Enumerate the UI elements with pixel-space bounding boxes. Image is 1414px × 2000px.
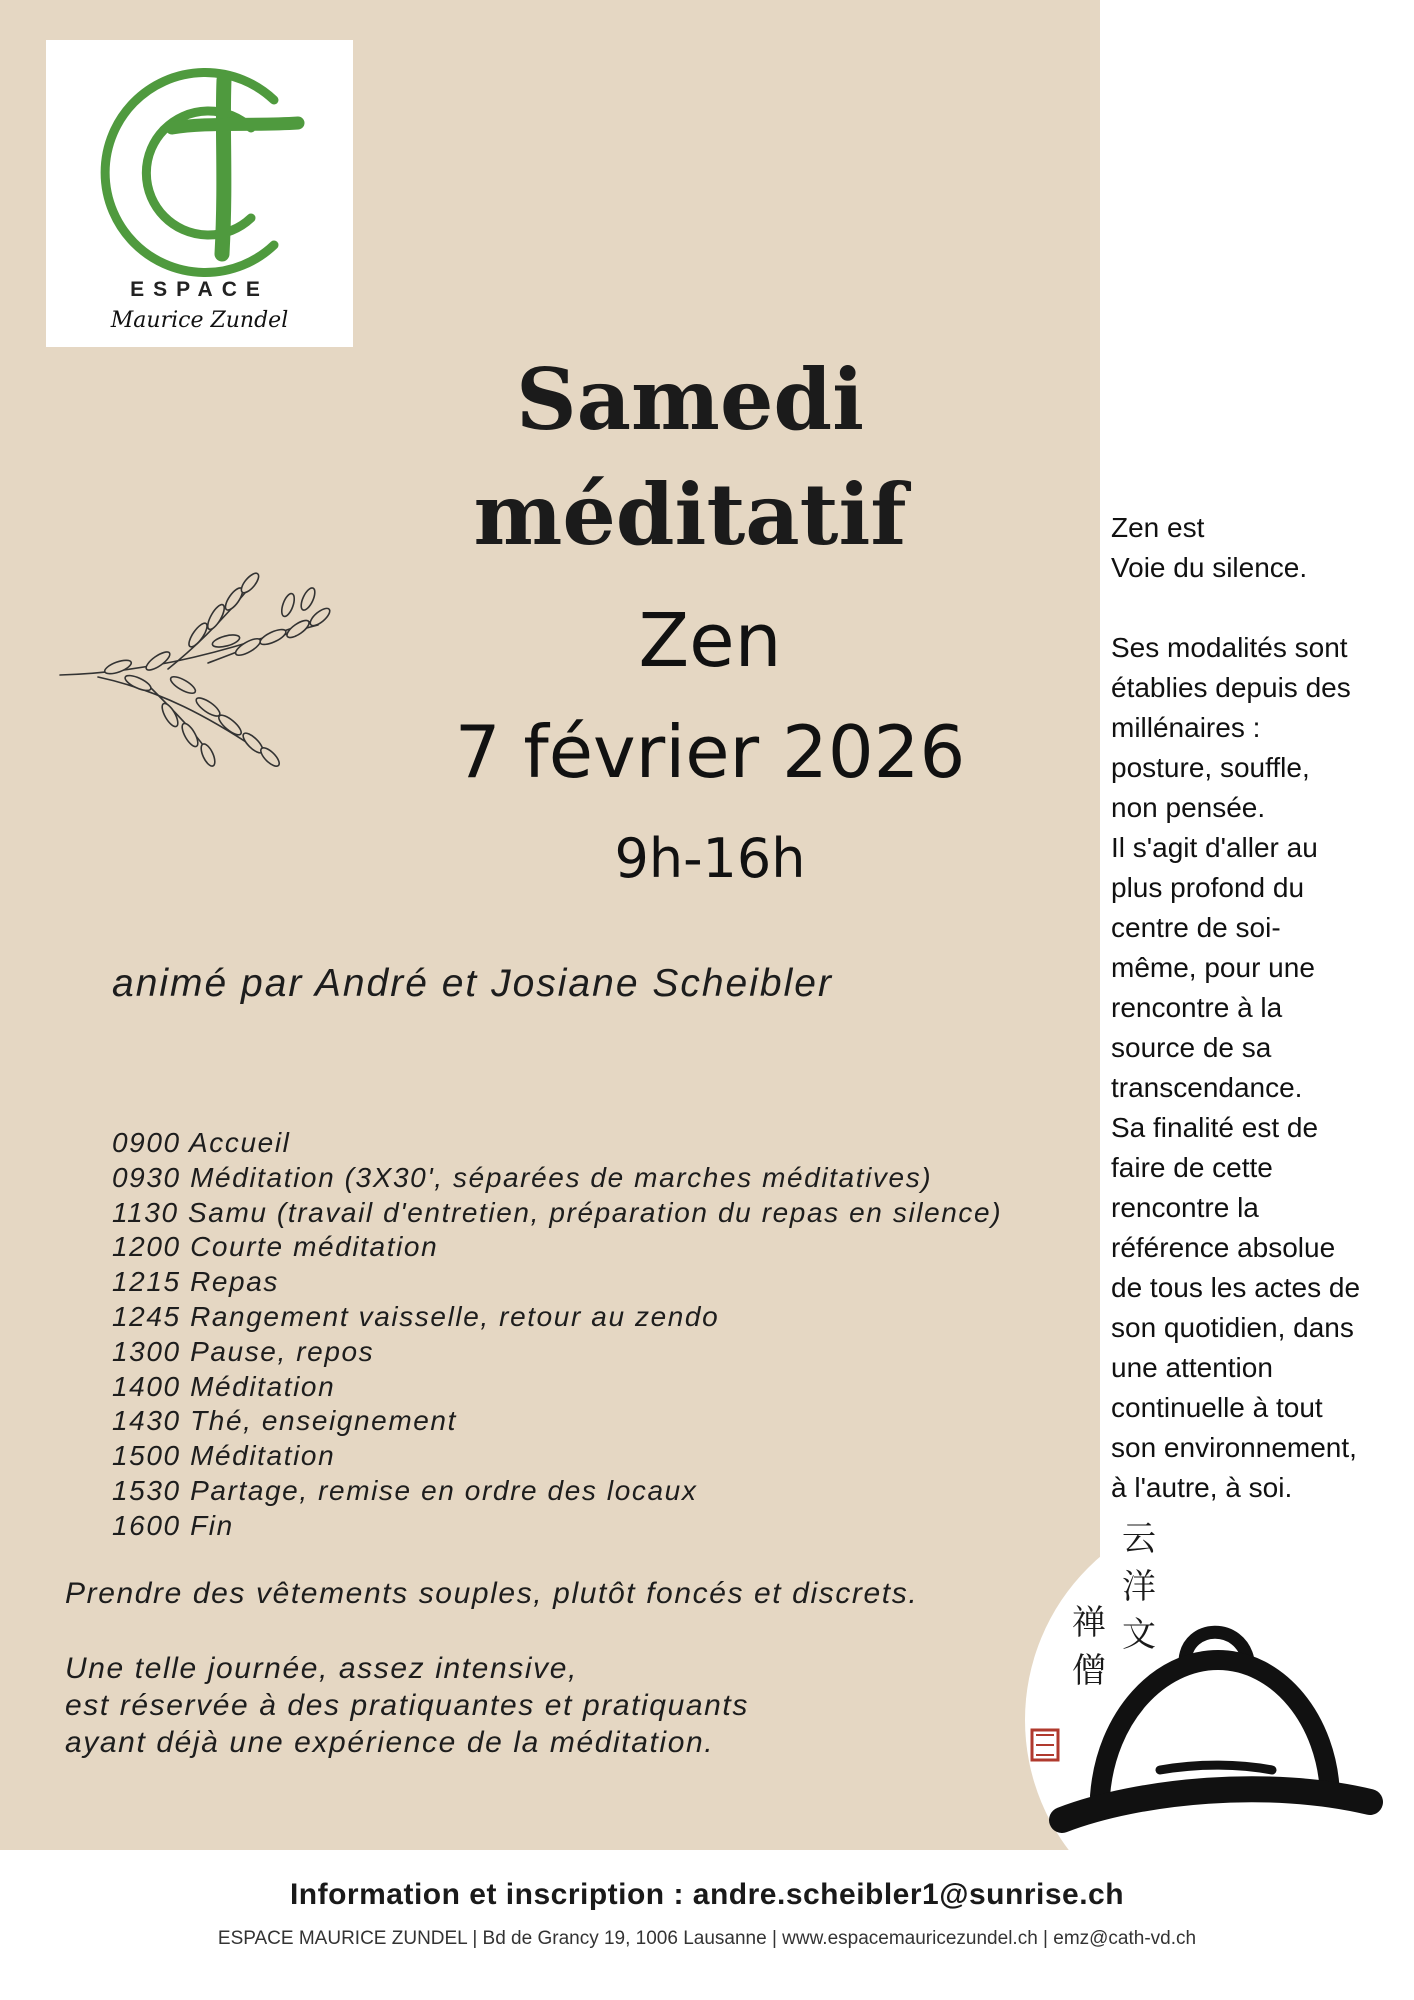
schedule-item: 1530 Partage, remise en ordre des locaux bbox=[112, 1474, 698, 1506]
zen-calligraphy-bowl-illustration-icon bbox=[1010, 1520, 1410, 1850]
zen-description-line: continuelle à tout bbox=[1111, 1392, 1323, 1423]
title-line-2: méditatif bbox=[473, 465, 907, 564]
experience-note-line: Une telle journée, assez intensive, bbox=[65, 1652, 578, 1685]
experience-note-line: ayant déjà une expérience de la méditation. bbox=[65, 1726, 715, 1759]
zen-description-line: rencontre à la bbox=[1111, 992, 1283, 1023]
schedule-item: 1215 Repas bbox=[112, 1266, 280, 1298]
calligraphy-char: 云 bbox=[1122, 1520, 1156, 1559]
calligraphy-char: 文 bbox=[1122, 1615, 1156, 1655]
zen-description-line: même, pour une bbox=[1111, 952, 1315, 983]
zen-description bbox=[1111, 508, 1411, 1508]
zen-description-line: faire de cette bbox=[1111, 1152, 1273, 1183]
zen-description-line: transcendance. bbox=[1111, 1072, 1303, 1103]
organization-address-line: ESPACE MAURICE ZUNDEL | Bd de Grancy 19, 1006 Lausanne | www.espacemauricezundel.ch | emz@cath-vd.ch bbox=[217, 1928, 1197, 1949]
zen-description-line: de tous les actes de bbox=[1111, 1272, 1361, 1303]
schedule-item: 1200 Courte méditation bbox=[112, 1231, 439, 1263]
logo-signature: Maurice Zundel bbox=[110, 308, 289, 333]
schedule-item: 1245 Rangement vaisselle, retour au zendo bbox=[112, 1300, 720, 1332]
experience-note bbox=[65, 1650, 749, 1761]
zen-description-line: référence absolue bbox=[1111, 1232, 1336, 1263]
herb-branch-illustration-icon bbox=[58, 565, 353, 775]
zen-description-line: établies depuis des bbox=[1111, 672, 1351, 703]
zen-description-line: son environnement, bbox=[1111, 1432, 1357, 1463]
zen-description-line: une attention bbox=[1111, 1352, 1273, 1383]
experience-note-line: est réservée à des pratiquantes et pratiquants bbox=[65, 1689, 749, 1722]
zen-description-line: centre de soi- bbox=[1111, 912, 1281, 943]
zen-description-line: millénaires : bbox=[1111, 712, 1261, 743]
info-registration-line: Information et inscription : andre.scheibler1@sunrise.ch bbox=[289, 1878, 1125, 1911]
title-line-1: Samedi bbox=[515, 350, 865, 449]
clothing-note: Prendre des vêtements souples, plutôt foncés et discrets. bbox=[65, 1577, 919, 1610]
animated-by-text: animé par André et Josiane Scheibler bbox=[112, 962, 833, 1005]
subject-zen: Zen bbox=[638, 598, 782, 684]
zen-description-line: Voie du silence. bbox=[1111, 552, 1308, 583]
zen-description-line: plus profond du bbox=[1111, 872, 1305, 903]
schedule-list bbox=[112, 1126, 1002, 1544]
logo-espace-text: ESPACE bbox=[130, 278, 269, 301]
event-hours: 9h-16h bbox=[614, 827, 806, 890]
schedule-item: 0930 Méditation (3X30', séparées de marches méditatives) bbox=[112, 1161, 933, 1193]
zen-description-line: Zen est bbox=[1111, 512, 1205, 543]
calligraphy-char: 洋 bbox=[1122, 1567, 1156, 1607]
zen-description-line: son quotidien, dans bbox=[1111, 1312, 1354, 1343]
zen-description-line: rencontre la bbox=[1111, 1192, 1259, 1223]
zen-description-line: Sa finalité est de bbox=[1111, 1112, 1319, 1143]
espace-maurice-zundel-logo bbox=[46, 40, 353, 347]
schedule-item: 1600 Fin bbox=[112, 1509, 234, 1541]
schedule-item: 1400 Méditation bbox=[112, 1370, 336, 1402]
zen-description-line: non pensée. bbox=[1111, 792, 1266, 823]
schedule-item: 0900 Accueil bbox=[112, 1127, 291, 1158]
schedule-item: 1430 Thé, enseignement bbox=[112, 1405, 457, 1437]
schedule-item: 1300 Pause, repos bbox=[112, 1335, 375, 1367]
schedule-item: 1130 Samu (travail d'entretien, préparation du repas en silence) bbox=[112, 1196, 1003, 1228]
zen-description-line: Il s'agit d'aller au bbox=[1111, 832, 1318, 863]
schedule-item: 1500 Méditation bbox=[112, 1440, 336, 1472]
paragraph-gap bbox=[1111, 588, 1411, 628]
zen-description-line: à l'autre, à soi. bbox=[1111, 1472, 1293, 1503]
event-date: 7 février 2026 bbox=[454, 710, 966, 794]
zen-description-line: posture, souffle, bbox=[1111, 752, 1310, 783]
calligraphy-char: 僧 bbox=[1072, 1651, 1106, 1691]
calligraphy-char: 禅 bbox=[1072, 1603, 1106, 1643]
zen-description-line: source de sa bbox=[1111, 1032, 1272, 1063]
zen-description-line: Ses modalités sont bbox=[1111, 632, 1348, 663]
